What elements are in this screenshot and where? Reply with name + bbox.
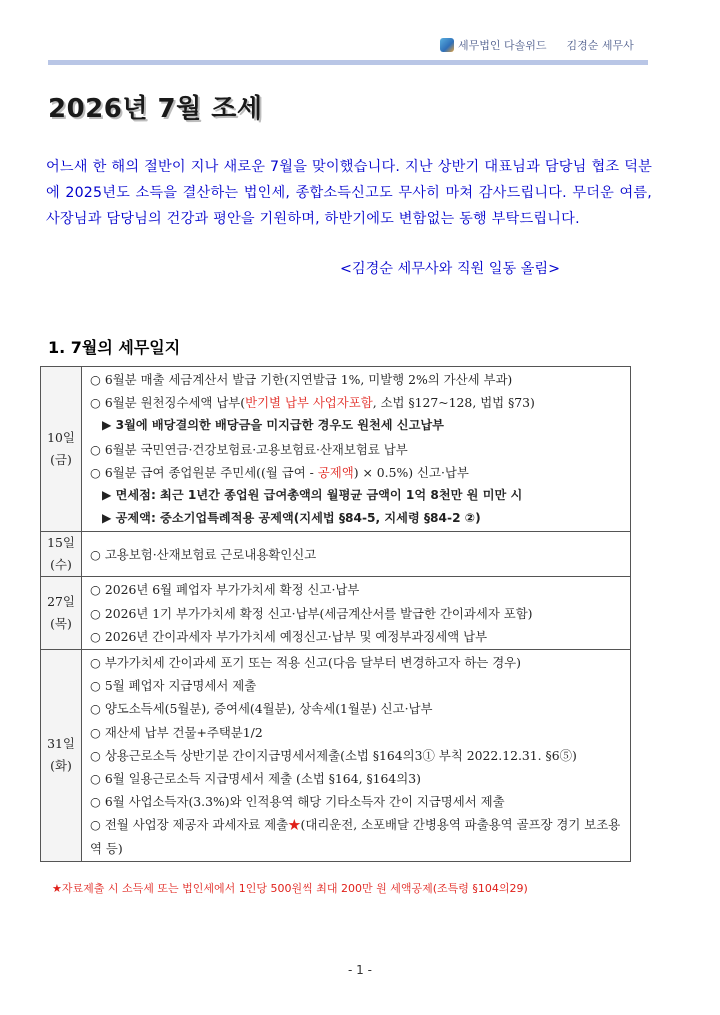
schedule-item: ○ 6월 일용근로소득 지급명세서 제출 (소법 §164, §164의3) [90, 771, 421, 787]
bullet-icon: ○ [90, 701, 101, 717]
bullet-icon: ○ [90, 582, 101, 598]
day-cell [41, 650, 82, 862]
day-label: 15일 [47, 535, 75, 551]
schedule-item: ○ 2026년 6월 폐업자 부가가치세 확정 신고·납부 [90, 582, 360, 598]
schedule-item: ○ 부가가치세 간이과세 포기 또는 적용 신고(다음 달부터 변경하고자 하는 경우) [90, 655, 521, 671]
items-cell [82, 650, 631, 862]
tax-accountant-name: 김경순 세무사 [566, 39, 634, 52]
page-title: 2026년 7월 조세 [48, 94, 263, 124]
section-title: 1. 7월의 세무일지 [48, 338, 181, 357]
items-cell [82, 577, 631, 650]
schedule-item: ○ 6월분 국민연금·건강보험료·고용보험료·산재보험료 납부 [90, 441, 408, 457]
day-label: 31일 [47, 736, 75, 752]
page-number: - 1 - [348, 963, 372, 977]
bullet-icon: ○ [90, 678, 101, 694]
arrow-icon: ▶ [102, 488, 112, 503]
bullet-icon: ○ [90, 464, 101, 480]
weekday-label: (화) [50, 758, 72, 774]
highlight-text: 반기별 납부 사업자포함 [245, 395, 373, 411]
schedule-item: ○ 5월 폐업자 지급명세서 제출 [90, 678, 257, 694]
bullet-icon: ○ [90, 771, 101, 787]
schedule-note: ▶ 면세점: 최근 1년간 종업원 급여총액의 월평균 금액이 1억 8천만 원 미만 시 [102, 488, 523, 503]
tax-schedule-table [40, 366, 631, 862]
bullet-icon: ○ [90, 628, 101, 644]
page-header [440, 34, 650, 56]
schedule-row-10 [41, 367, 631, 532]
schedule-item: ○ 6월 사업소득자(3.3%)와 인적용역 해당 기타소득자 간이 지급명세서 제출 [90, 794, 505, 810]
day-cell [41, 367, 82, 532]
schedule-note: ▶ 3월에 배당결의한 배당금을 미지급한 경우도 원천세 신고납부 [102, 418, 444, 433]
star-icon: ★ [288, 817, 301, 833]
bullet-icon: ○ [90, 794, 101, 810]
day-label: 10일 [47, 430, 75, 446]
greeting-signoff: <김경순 세무사와 직원 일동 올림> [340, 261, 560, 277]
schedule-item: ○ 6월분 매출 세금계산서 발급 기한(지연발급 1%, 미발행 2%의 가산세 부과) [90, 372, 513, 387]
schedule-item: ○ 고용보험·산재보험료 근로내용확인신고 [90, 546, 317, 562]
arrow-icon: ▶ [102, 511, 112, 526]
schedule-item: ○ 양도소득세(5월분), 증여세(4월분), 상속세(1월분) 신고·납부 [90, 701, 433, 717]
arrow-icon: ▶ [102, 418, 112, 433]
schedule-item: ○ 2026년 1기 부가가치세 확정 신고·납부(세금계산서를 발급한 간이과세자 포함) [90, 605, 533, 621]
bullet-icon: ○ [90, 372, 101, 387]
schedule-item: ○ 재산세 납부 건물+주택분1/2 [90, 724, 263, 740]
header-rule [48, 60, 648, 65]
highlight-text: 공제액 [317, 464, 354, 480]
bullet-icon: ○ [90, 546, 101, 562]
schedule-item: ○ 6월분 급여 종업원분 주민세((월 급여 - 공제액) × 0.5%) 신고·납부 [90, 464, 469, 480]
weekday-label: (목) [50, 616, 72, 632]
bullet-icon: ○ [90, 724, 101, 740]
schedule-row-15 [41, 532, 631, 577]
items-cell [82, 532, 631, 577]
bullet-icon: ○ [90, 605, 101, 621]
footnote: ★자료제출 시 소득세 또는 법인세에서 1인당 500원씩 최대 200만 원 세액공제(조특령 §104의29) [52, 882, 528, 895]
greeting-paragraph: 어느새 한 해의 절반이 지나 새로운 7월을 맞이했습니다. 지난 상반기 대표님과 담당님 협조 덕분에 2025년도 소득을 결산하는 법인세, 종합소득신고도 무사히 마쳐 감사드립니다. 무더운 여름, 사장님과 담당님의 건강과 평안을 기원하며, 하반기에도 변함없는 동행 부탁드립니다. [46, 159, 652, 227]
schedule-item: ○ 2026년 간이과세자 부가가치세 예정신고·납부 및 예정부과징세액 납부 [90, 628, 488, 644]
weekday-label: (수) [50, 557, 72, 573]
bullet-icon: ○ [90, 817, 101, 833]
bullet-icon: ○ [90, 441, 101, 457]
firm-logo-icon [440, 38, 454, 52]
weekday-label: (금) [50, 452, 72, 468]
items-cell [82, 367, 631, 532]
day-cell [41, 532, 82, 577]
bullet-icon: ○ [90, 747, 101, 763]
bullet-icon: ○ [90, 395, 101, 411]
bullet-icon: ○ [90, 655, 101, 671]
day-cell [41, 577, 82, 650]
schedule-row-31 [41, 650, 631, 862]
schedule-row-27 [41, 577, 631, 650]
firm-name: 세무법인 다솔위드 [458, 39, 547, 52]
schedule-note: ▶ 공제액: 중소기업특례적용 공제액(지세법 §84-5, 지세령 §84-2 ②) [102, 511, 481, 526]
schedule-item: ○ 상용근로소득 상반기분 간이지급명세서제출(소법 §164의3① 부칙 2022.12.31. §6⑤) [90, 747, 577, 763]
schedule-item: ○ 전월 사업장 제공자 과세자료 제출★(대리운전, 소포배달 간병용역 파출용역 골프장 경기 보조용역 등) [90, 817, 621, 856]
schedule-item: ○ 6월분 원천징수세액 납부(반기별 납부 사업자포함, 소법 §127~128, 법법 §73) [90, 395, 535, 411]
day-label: 27일 [47, 594, 75, 610]
